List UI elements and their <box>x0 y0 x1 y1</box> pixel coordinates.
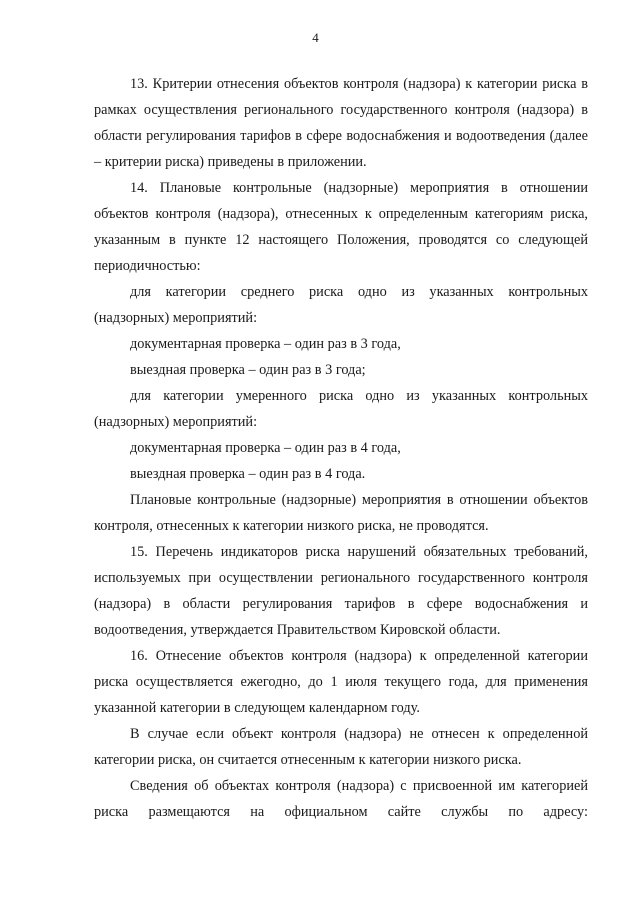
paragraph-moderate-docs-check: документарная проверка – один раз в 4 года, <box>130 440 401 456</box>
document-body <box>94 71 588 825</box>
paragraph-moderate-risk: для категории умеренного риска одно из указанных контрольных (надзорных) мероприятий: <box>94 388 588 430</box>
paragraph-not-assigned: В случае если объект контроля (надзора) не отнесен к определенной категории риска, он считается отнесенным к категории низкого риска. <box>94 726 588 768</box>
paragraph-moderate-field-check: выездная проверка – один раз в 4 года. <box>130 466 366 482</box>
page-number: 4 <box>312 30 319 45</box>
paragraph-medium-docs-check: документарная проверка – один раз в 3 года, <box>130 336 401 352</box>
paragraph-medium-risk: для категории среднего риска одно из указанных контрольных (надзорных) мероприятий: <box>94 284 588 326</box>
paragraph-low-risk: Плановые контрольные (надзорные) мероприятия в отношении объектов контроля, отнесенных к категории низкого риска, не проводятся. <box>94 492 588 534</box>
paragraph-16: 16. Отнесение объектов контроля (надзора) к определенной категории риска осуществляется ежегодно, до 1 июля текущего года, для применения указанной категории в следующем календарном году. <box>94 648 588 716</box>
paragraph-medium-field-check: выездная проверка – один раз в 3 года; <box>130 362 366 378</box>
paragraph-publication: Сведения об объектах контроля (надзора) с присвоенной им категорией риска размещаются на официальном сайте службы по адресу: <box>94 778 588 820</box>
paragraph-13: 13. Критерии отнесения объектов контроля (надзора) к категории риска в рамках осуществления регионального государственного контроля (надзора) в области регулирования тарифов в сфере водоснабжения и водоотведения (далее – критерии риска) приведены в приложении. <box>94 76 588 170</box>
paragraph-15: 15. Перечень индикаторов риска нарушений обязательных требований, используемых при осуществлении регионального государственного контроля (надзора) в области регулирования тарифов в сфере водоснабжения и водоотведения, утверждается Правительством Кировской области. <box>94 544 588 638</box>
paragraph-14: 14. Плановые контрольные (надзорные) мероприятия в отношении объектов контроля (надзора), отнесенных к определенным категориям риска, указанным в пункте 12 настоящего Положения, проводятся со следующей периодичностью: <box>94 180 588 274</box>
